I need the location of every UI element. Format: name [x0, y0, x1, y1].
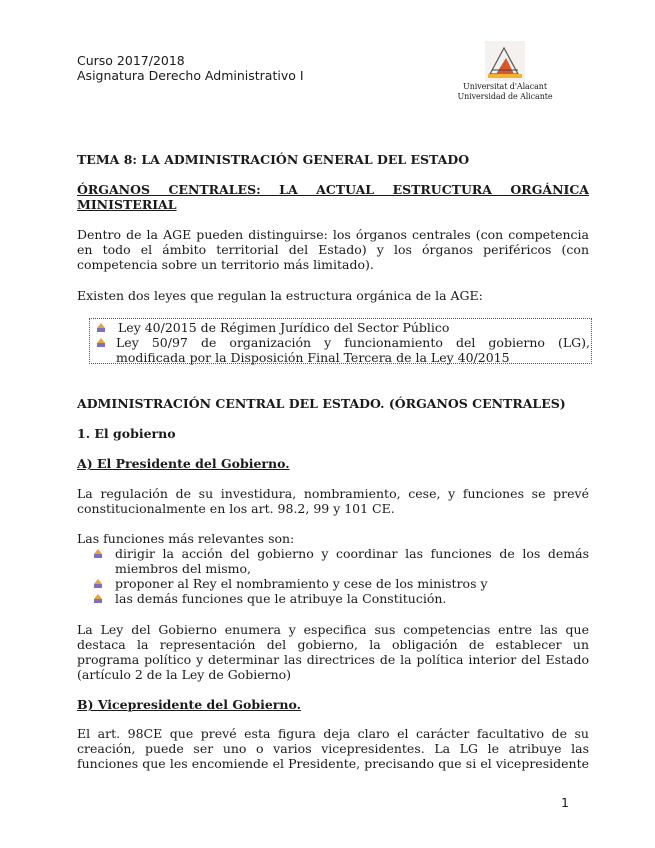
- section-heading-organos-centrales: ÓRGANOS CENTRALES: LA ACTUAL ESTRUCTURA ORGÁNICA MINISTERIAL: [77, 182, 589, 212]
- paragraph-ley-gobierno: La Ley del Gobierno enumera y especifica sus competencias entre las que destaca la representación del gobierno, la obligación de establecer un programa político y determinar las directrices de la política interior del Estado (artículo 2 de la Ley de Gobierno): [77, 622, 589, 682]
- paragraph-leyes: Existen dos leyes que regulan la estructura orgánica de la AGE:: [77, 288, 483, 303]
- list-item: las demás funciones que le atribuye la Constitución.: [93, 591, 589, 606]
- functions-intro: Las funciones más relevantes son:: [77, 531, 295, 546]
- subheading-gobierno: 1. El gobierno: [77, 426, 176, 441]
- bullet-icon: [93, 594, 103, 604]
- bullet-icon: [93, 579, 103, 589]
- list-item: Ley 50/97 de organización y funcionamiento del gobierno (LG), modificada por la Disposición Final Tercera de la Ley 40/2015: [96, 335, 590, 365]
- laws-list: [96, 320, 590, 365]
- course-subject: Asignatura Derecho Administrativo I: [77, 68, 304, 83]
- paragraph-vicepresidente: El art. 98CE que prevé esta figura deja claro el carácter facultativo de su creación, puede ser uno o varios vicepresidentes. La LG le atribuye las funciones que les encomiende el Presidente, precisando que si el vicepresidente: [77, 726, 589, 771]
- bullet-icon: [96, 323, 106, 333]
- logo-line-2: Universidad de Alicante: [457, 92, 553, 101]
- university-logo: [455, 40, 555, 102]
- subheading-vicepresidente: B) Vicepresidente del Gobierno.: [77, 697, 301, 712]
- paragraph-presidente: La regulación de su investidura, nombramiento, cese, y funciones se prevé constitucionalmente en los art. 98.2, 99 y 101 CE.: [77, 486, 589, 516]
- bullet-icon: [96, 338, 106, 348]
- page-number: 1: [561, 795, 569, 810]
- subheading-presidente: A) El Presidente del Gobierno.: [77, 456, 290, 471]
- list-item: Ley 40/2015 de Régimen Jurídico del Sector Público: [96, 320, 590, 335]
- document-title: TEMA 8: LA ADMINISTRACIÓN GENERAL DEL ESTADO: [77, 152, 470, 167]
- list-item: dirigir la acción del gobierno y coordinar las funciones de los demás miembros del mismo,: [93, 546, 589, 576]
- course-header: [77, 53, 304, 83]
- university-emblem-icon: [484, 40, 526, 82]
- section-heading-administracion-central: ADMINISTRACIÓN CENTRAL DEL ESTADO. (ÓRGANOS CENTRALES): [77, 396, 566, 411]
- course-year: Curso 2017/2018: [77, 53, 185, 68]
- paragraph-intro: Dentro de la AGE pueden distinguirse: los órganos centrales (con competencia en todo el ámbito territorial del Estado) y los órganos periféricos (con competencia sobre un territorio más limitado).: [77, 227, 589, 272]
- logo-line-1: Universitat d'Alacant: [463, 82, 547, 91]
- laws-box: [89, 318, 592, 364]
- list-item: proponer al Rey el nombramiento y cese de los ministros y: [93, 576, 589, 591]
- functions-list: [93, 546, 589, 606]
- bullet-icon: [93, 549, 103, 559]
